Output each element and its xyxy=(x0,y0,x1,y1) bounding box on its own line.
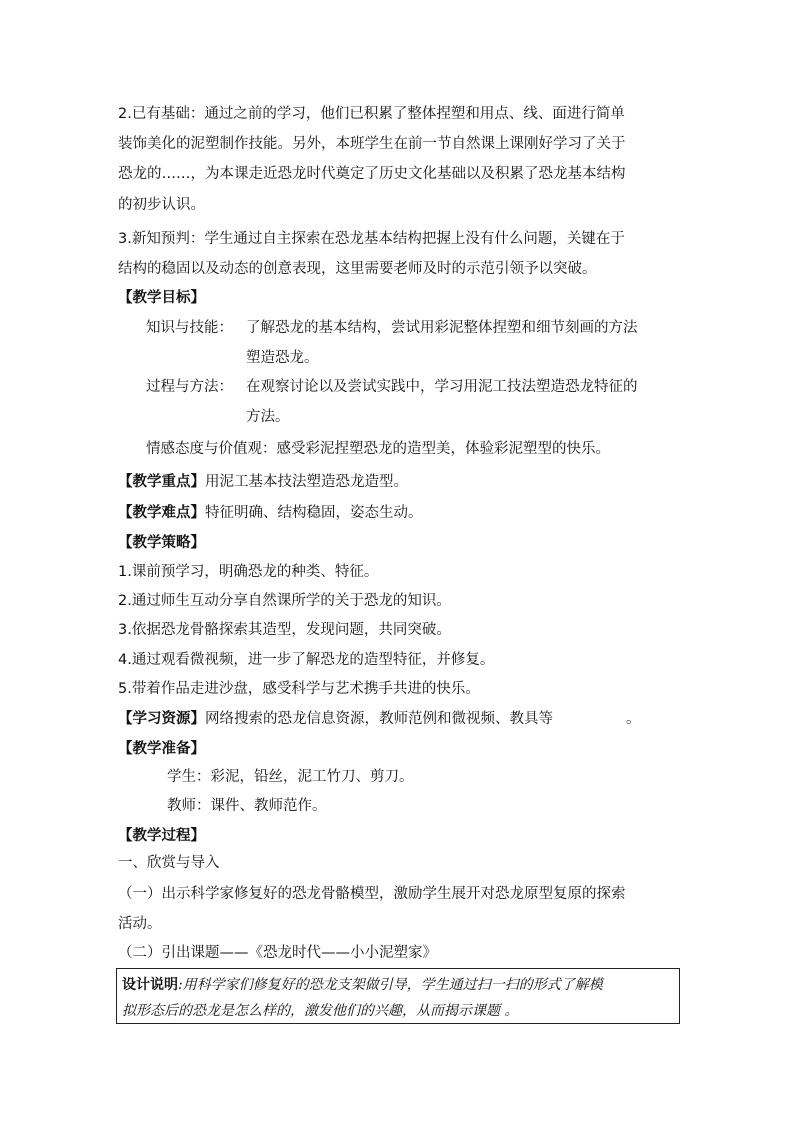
strategy-item: 5.带着作品走进沙盘，感受科学与艺术携手共进的快乐。 xyxy=(118,681,480,697)
basis-line-1: 2.已有基础：通过之前的学习，他们已积累了整体捏塑和用点、线、面进行简单 xyxy=(118,106,625,122)
process-line-2: 方法。 xyxy=(246,409,290,425)
process-label: 过程与方法： xyxy=(146,379,233,395)
basis-line-3: 恐龙的……，为本课走近恐龙时代奠定了历史文化基础以及积累了恐龙基本结构 xyxy=(118,166,626,182)
process-line-1: 在观察讨论以及尝试实践中，学习用泥工技法塑造恐龙特征的 xyxy=(246,379,638,395)
design-note-line-1 xyxy=(122,975,603,995)
materials-students: 学生：彩泥，铅丝，泥工竹刀、剪刀。 xyxy=(167,769,414,785)
key-point xyxy=(118,472,408,492)
knowledge-label: 知识与技能： xyxy=(146,320,233,336)
knowledge-line-1: 了解恐龙的基本结构，尝试用彩泥整体捏塑和细节刻画的方法 xyxy=(246,320,638,336)
process-section-1: 一、欣赏与导入 xyxy=(118,855,220,871)
process-step-1-line-2: 活动。 xyxy=(118,916,162,932)
design-note-label: 设计说明 xyxy=(122,977,178,993)
key-point-text: 用泥工基本技法塑造恐龙造型。 xyxy=(205,474,408,490)
strategy-item: 4.通过观看微视频，进一步了解恐龙的造型特征，并修复。 xyxy=(118,652,495,668)
resources-end-mark: 。 xyxy=(626,711,641,727)
strategy-item: 2.通过师生互动分享自然课所学的关于恐龙的知识。 xyxy=(118,593,451,609)
strategy-item: 3.依据恐龙骨骼探索其造型，发现问题，共同突破。 xyxy=(118,622,451,638)
forecast-line-1: 3.新知预判：学生通过自主探索在恐龙基本结构把握上没有什么问题，关键在于 xyxy=(118,231,625,247)
strategy-item: 1.课前预学习，明确恐龙的种类、特征。 xyxy=(118,564,379,580)
basis-line-4: 的初步认识。 xyxy=(118,197,205,213)
design-note-line-2: 拟形态后的恐龙是怎么样的，激发他们的兴趣，从而揭示课题 。 xyxy=(122,1003,519,1019)
objectives-heading: 【教学目标】 xyxy=(118,290,205,306)
process-step-1-line-1: （一）出示科学家修复好的恐龙骨骼模型，激励学生展开对恐龙原型复原的探索 xyxy=(118,886,626,902)
resources xyxy=(118,709,553,729)
forecast-line-2: 结构的稳固以及动态的创意表现，这里需要老师及时的示范引领予以突破。 xyxy=(118,261,597,277)
emotion-objective: 情感态度与价值观：感受彩泥捏塑恐龙的造型美，体验彩泥塑型的快乐。 xyxy=(146,441,610,457)
design-note-line-1-text: :用科学家们修复好的恐龙支架做引导，学生通过扫一扫的形式了解模 xyxy=(178,977,603,993)
strategy-heading: 【教学策略】 xyxy=(118,535,205,551)
materials-heading: 【教学准备】 xyxy=(118,741,205,757)
difficulty-text: 特征明确、结构稳固，姿态生动。 xyxy=(205,505,423,521)
difficulty-heading: 【教学难点】 xyxy=(118,505,205,521)
resources-text: 网络搜索的恐龙信息资源，教师范例和微视频、教具等 xyxy=(205,711,553,727)
process-heading: 【教学过程】 xyxy=(118,828,205,844)
basis-line-2: 装饰美化的泥塑制作技能。另外，本班学生在前一节自然课上课刚好学习了关于 xyxy=(118,136,626,152)
key-point-heading: 【教学重点】 xyxy=(118,474,205,490)
design-note-box xyxy=(116,968,680,1024)
difficulty xyxy=(118,503,423,523)
resources-heading: 【学习资源】 xyxy=(118,711,205,727)
materials-teacher: 教师：课件、教师范作。 xyxy=(167,798,327,814)
knowledge-line-2: 塑造恐龙。 xyxy=(246,350,319,366)
process-step-2: （二）引出课题——《恐龙时代——小小泥塑家》 xyxy=(118,945,437,961)
